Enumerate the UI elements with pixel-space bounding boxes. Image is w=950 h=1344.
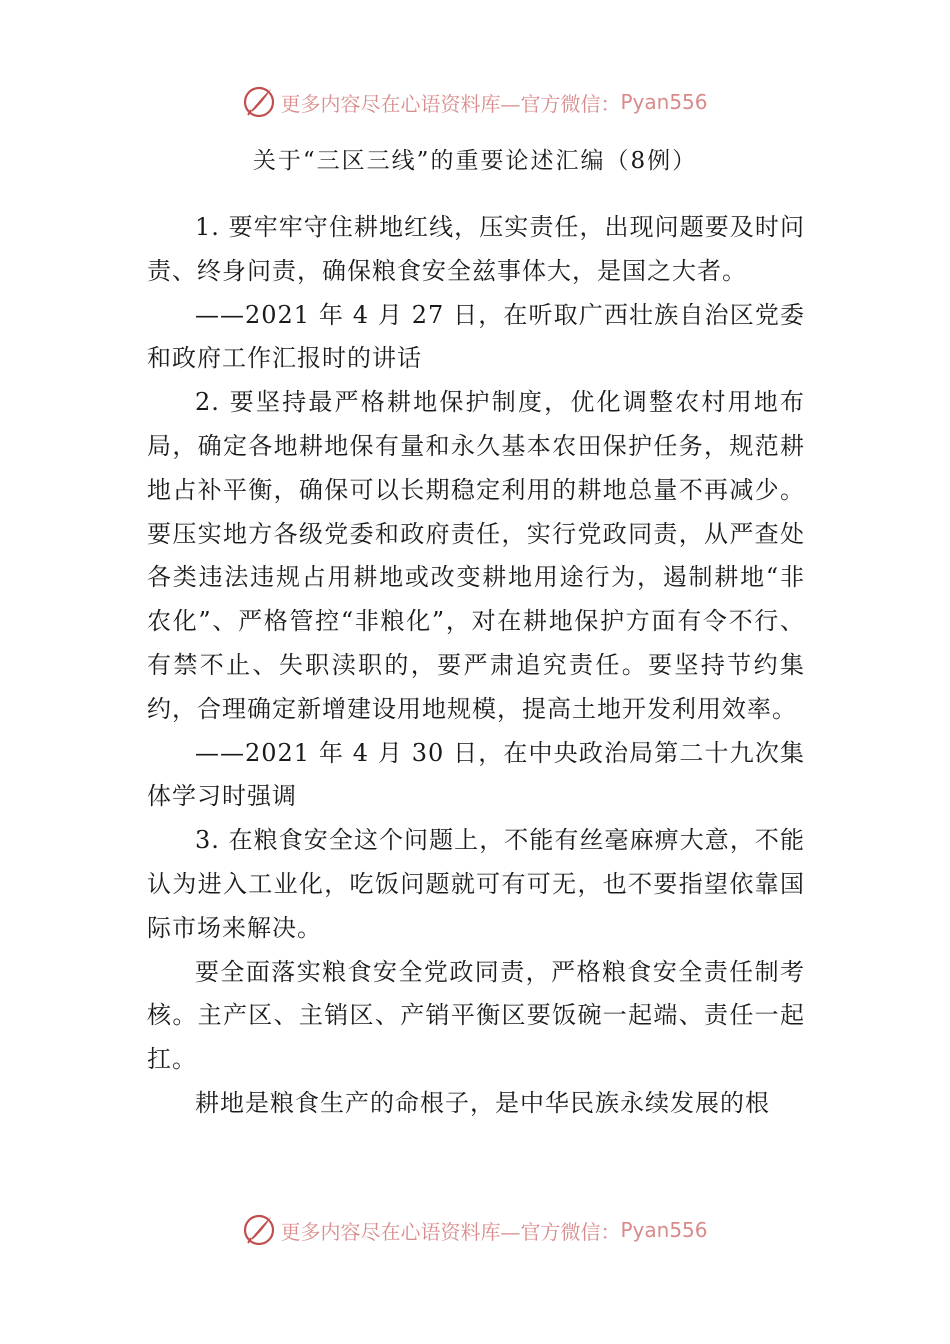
banner-text: 更多内容尽在心语资料库—官方微信： [280,1219,621,1244]
paragraph: 1. 要牢牢守住耕地红线，压实责任，出现问题要及时问责、终身问责，确保粮食安全兹事体大，是国之大者。 [147,213,805,285]
banner-handle: Pyan556 [620,90,708,114]
document-body [147,206,805,1126]
banner-text: 更多内容尽在心语资料库—官方微信： [280,91,621,116]
quill-logo-icon [242,85,276,119]
paragraph: ——2021 年 4 月 27 日，在听取广西壮族自治区党委和政府工作汇报时的讲话 [147,300,805,373]
footer-banner [0,1210,950,1250]
paragraph: 2. 要坚持最严格耕地保护制度，优化调整农村用地布局，确定各地耕地保有量和永久基本农田保护任务，规范耕地占补平衡，确保可以长期稳定利用的耕地总量不再减少。要压实地方各级党委和政府责任，实行党政同责，从严查处各类违法违规占用耕地或改变耕地用途行为，遏制耕地“非农化”、严格管控“非粮化”，对在耕地保护方面有令不行、有禁不止、失职渎职的，要严肃追究责任。要坚持节约集约，合理确定新增建设用地规模，提高土地开发利用效率。 [147,388,805,723]
paragraph: 3. 在粮食安全这个问题上，不能有丝毫麻痹大意，不能认为进入工业化，吃饭问题就可有可无，也不要指望依靠国际市场来解决。 [147,826,805,942]
document-title: 关于“三区三线”的重要论述汇编（8例） [252,148,698,174]
paragraph: ——2021 年 4 月 30 日，在中央政治局第二十九次集体学习时强调 [147,738,805,811]
header-banner [0,82,950,122]
paragraph: 要全面落实粮食安全党政同责，严格粮食安全责任制考核。主产区、主销区、产销平衡区要饭碗一起端、责任一起扛。 [147,957,805,1074]
quill-logo-icon [242,1213,276,1247]
banner-handle: Pyan556 [620,1218,708,1242]
paragraph: 耕地是粮食生产的命根子，是中华民族永续发展的根 [195,1088,770,1117]
